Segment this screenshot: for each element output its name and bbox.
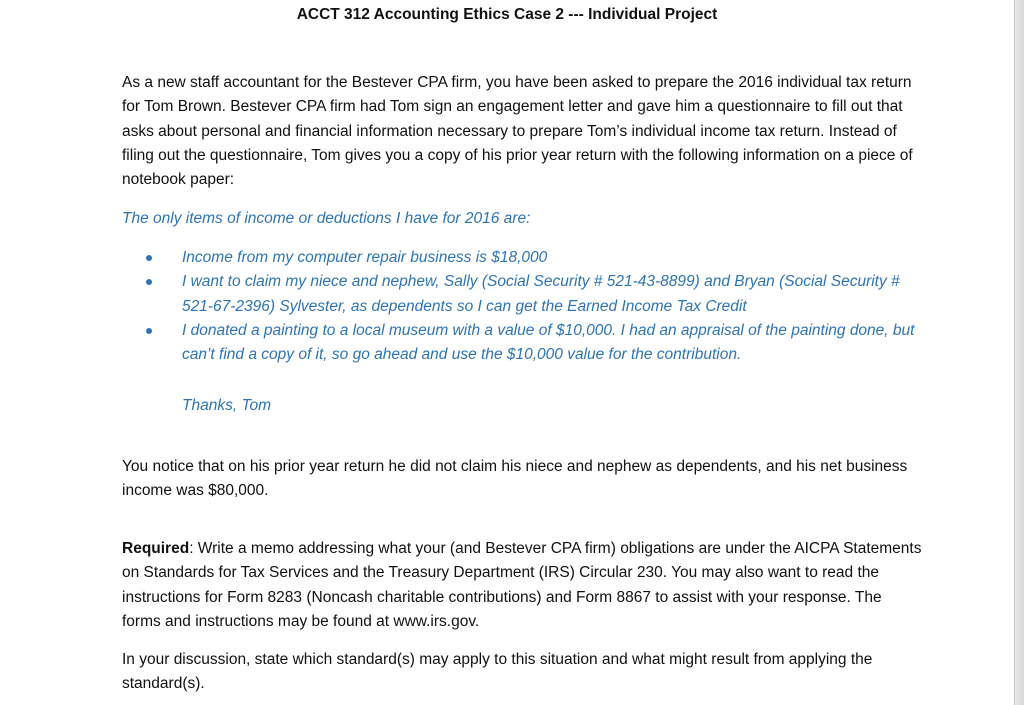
list-item: [146, 246, 922, 270]
note-bullet-list: [146, 246, 922, 367]
bullet-icon: [146, 279, 152, 285]
list-item: [146, 319, 922, 368]
bullet-icon: [146, 328, 152, 334]
discussion-paragraph: In your discussion, state which standard(s) may apply to this situation and what might result from applying the standard(s).: [122, 651, 873, 693]
required-label: Required: [122, 540, 190, 557]
bullet-text: I want to claim my niece and nephew, Sally (Social Security # 521-43-8899) and Bryan (Social Security # 521-67-2396) Sylvester, as dependents so I can get the Earned Income Tax Credit: [182, 273, 900, 315]
notice-paragraph: You notice that on his prior year return he did not claim his niece and nephew as dependents, and his net business income was $80,000.: [122, 458, 908, 500]
window-edge: [1014, 0, 1024, 705]
bullet-icon: [146, 255, 152, 261]
required-text: : Write a memo addressing what your (and Bestever CPA firm) obligations are under the AICPA Statements on Standards for Tax Services and the Treasury Department (IRS) Circular 230. You may also want to read the instructions for Form 8283 (Noncash charitable contributions) and Form 8867 to assist with your response. The forms and instructions may be found at www.irs.gov.: [122, 540, 922, 630]
note-signoff: Thanks, Tom: [182, 397, 272, 414]
list-item: [146, 270, 922, 319]
note-intro: The only items of income or deductions I have for 2016 are:: [122, 210, 531, 227]
intro-paragraph: As a new staff accountant for the Bestever CPA firm, you have been asked to prepare the 2016 individual tax return for Tom Brown. Bestever CPA firm had Tom sign an engagement letter and gave him a questionnaire to fill out that asks about personal and financial information necessary to prepare Tom’s individual income tax return. Instead of filing out the questionnaire, Tom gives you a copy of his prior year return with the following information on a piece of notebook paper:: [122, 74, 913, 189]
bullet-text: I donated a painting to a local museum with a value of $10,000. I had an appraisal of the painting done, but can’t find a copy of it, so go ahead and use the $10,000 value for the contribution.: [182, 321, 915, 364]
bullet-text: Income from my computer repair business is $18,000: [182, 249, 548, 266]
required-paragraph: [122, 537, 922, 634]
document-title: ACCT 312 Accounting Ethics Case 2 --- Individual Project: [296, 6, 718, 23]
